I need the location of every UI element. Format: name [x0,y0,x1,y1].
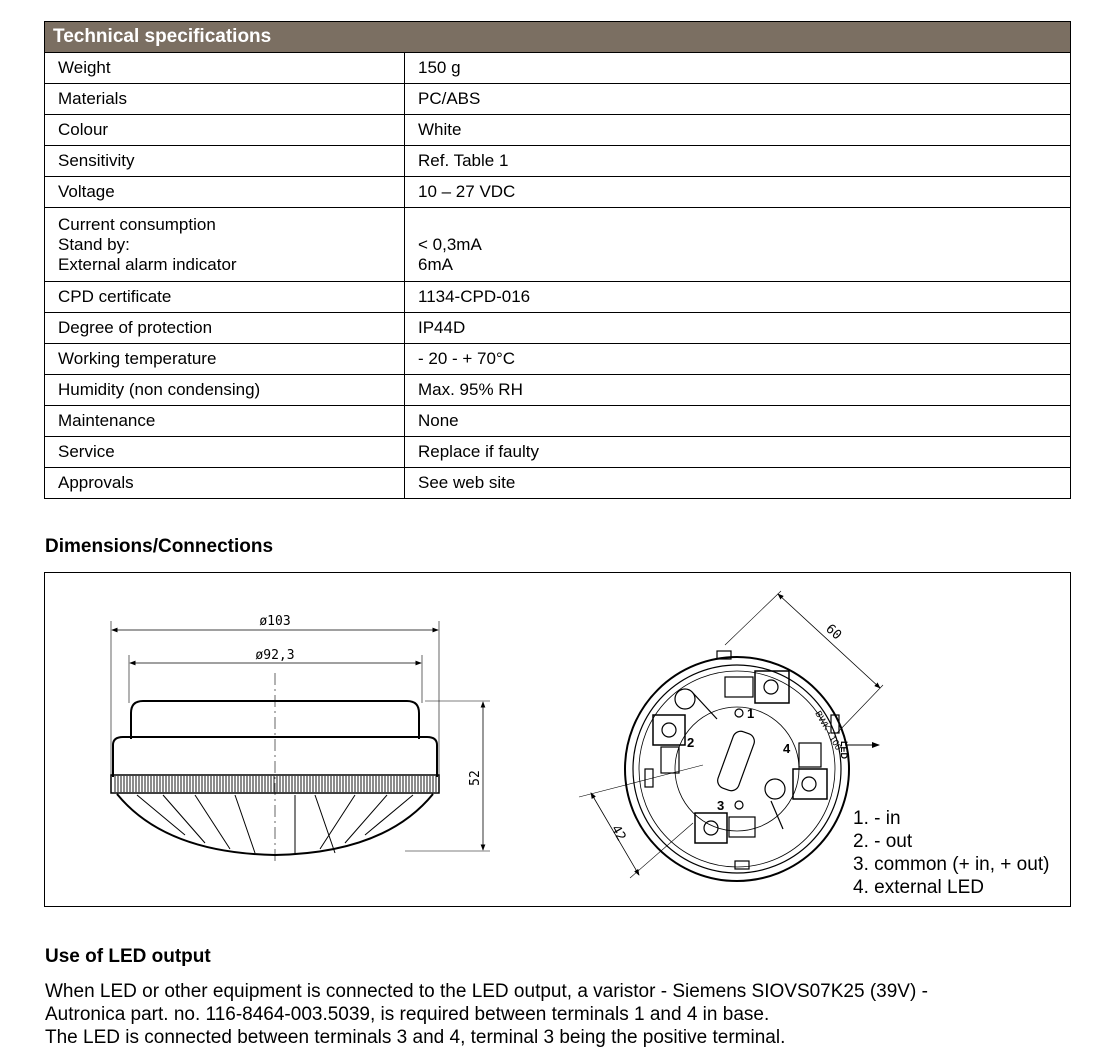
spec-value: 6mA [418,254,453,274]
spec-label-cell [45,177,405,208]
led-mark: LED [839,741,849,759]
spec-label: Service [58,442,115,461]
spec-label: Colour [58,120,109,139]
spec-label: Weight [58,58,111,77]
legend-item: 1. - in [853,808,901,829]
spec-label-cell [45,208,405,282]
spec-label: Working temperature [58,349,217,368]
dim-inner-diameter: ø92,3 [255,648,295,663]
base-model-label: BWK - 100 [813,709,844,752]
dim-outer-diameter: ø103 [259,614,291,629]
spec-value: < 0,3mA [418,234,482,254]
spec-value-cell [405,208,1071,282]
dim-base-60: 60 [822,621,845,644]
spec-value-cell [405,313,1071,344]
spec-value: Ref. Table 1 [418,151,509,170]
spec-label-cell [45,375,405,406]
spec-label: Maintenance [58,411,156,430]
spec-value-cell [405,344,1071,375]
dimensions-figure [44,572,1071,907]
spec-label: Current consumption [58,214,216,234]
spec-value: IP44D [418,318,466,337]
spec-label-cell [45,344,405,375]
spec-value-cell [405,146,1071,177]
spec-label-cell [45,84,405,115]
spec-value-cell [405,115,1071,146]
spec-row [45,406,1071,437]
spec-label: Degree of protection [58,318,213,337]
spec-row [45,375,1071,406]
spec-label-cell [45,406,405,437]
spec-row [45,146,1071,177]
fin-ribs [137,795,413,854]
spec-label-cell [45,53,405,84]
spec-label: Materials [58,89,127,108]
spec-label: Humidity (non condensing) [58,380,261,399]
spec-value: PC/ABS [418,89,481,108]
spec-label: CPD certificate [58,287,172,306]
spec-row [45,208,1071,282]
spec-value: None [418,411,459,430]
spec-value-cell [405,468,1071,499]
spec-value: - 20 - + 70°C [418,349,516,368]
spec-label-cell [45,437,405,468]
spec-label: Sensitivity [58,151,135,170]
spec-value-cell [405,437,1071,468]
table-title: Technical specifications [45,22,1071,53]
spec-row [45,84,1071,115]
legend-item: 4. external LED [853,877,984,898]
spec-value-cell [405,84,1071,115]
knurl-pattern [115,776,436,792]
spec-row [45,177,1071,208]
spec-value: Replace if faulty [418,442,539,461]
legend-item: 2. - out [853,831,913,852]
spec-row [45,313,1071,344]
spec-label: Stand by: [58,234,130,254]
spec-row [45,115,1071,146]
spec-value: See web site [418,473,516,492]
spec-row [45,468,1071,499]
spec-row [45,437,1071,468]
dimensions-heading: Dimensions/Connections [45,536,274,557]
terminal-2-label: 2 [687,735,695,750]
terminal-3-label: 3 [717,798,725,813]
spec-label: External alarm indicator [58,254,237,274]
spec-value-cell [405,177,1071,208]
spec-value: 1134-CPD-016 [418,287,531,306]
paragraph-line: Autronica part. no. 116-8464-003.5039, is required between terminals 1 and 4 in base. [45,1004,770,1025]
technical-specifications-table [44,21,1071,499]
spec-label-cell [45,313,405,344]
spec-value: 150 g [418,58,461,77]
led-output-heading: Use of LED output [45,946,211,967]
spec-value: 10 – 27 VDC [418,182,516,201]
led-output-paragraph [45,980,1085,1049]
dim-height: 52 [468,770,483,786]
spec-value-cell [405,375,1071,406]
dim-base-42: 42 [607,822,629,844]
spec-value: White [418,120,462,139]
spec-label-cell [45,468,405,499]
spec-row [45,344,1071,375]
side-view [111,621,490,863]
spec-label: Approvals [58,473,134,492]
spec-value: Max. 95% RH [418,380,523,399]
terminal-4-label: 4 [783,741,791,756]
spec-label-cell [45,146,405,177]
terminal-legend [853,807,1049,899]
spec-row [45,53,1071,84]
spec-label-cell [45,282,405,313]
table-header-row [45,22,1071,53]
spec-label-cell [45,115,405,146]
spec-value-cell [405,53,1071,84]
spec-value-cell [405,406,1071,437]
spec-value-cell [405,282,1071,313]
spec-value [418,215,1070,235]
spec-row [45,282,1071,313]
paragraph-line: The LED is connected between terminals 3 and 4, terminal 3 being the positive terminal. [45,1027,786,1048]
spec-label: Voltage [58,182,115,201]
terminal-1-label: 1 [747,706,755,721]
paragraph-line: When LED or other equipment is connected to the LED output, a varistor - Siemens SIOVS07K25 (39V) - [45,981,928,1002]
legend-item: 3. common (+ in, + out) [853,854,1050,875]
